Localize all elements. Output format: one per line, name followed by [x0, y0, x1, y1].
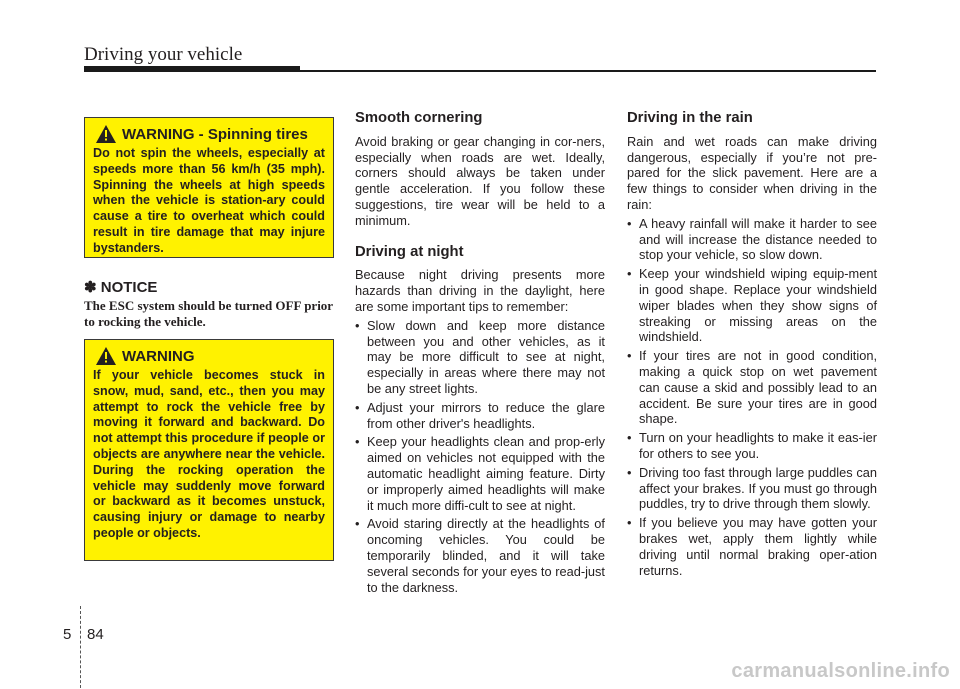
cornering-body: Avoid braking or gear changing in cor-ners, especially when roads are wet. Ideally, corners should always be taken under gentle acceleration. If you follow these suggestions, tire wear will be held to a minimum. — [355, 133, 605, 228]
list-item: • Keep your headlights clean and prop-erly aimed on vehicles not equipped with the automatic headlight aiming feature. Dirty or improperly aimed headlights will make it much more diffi-cult to see at night. — [355, 434, 605, 513]
notice-title: ✽ NOTICE — [84, 279, 158, 296]
list-item: • Turn on your headlights to make it eas-ier for others to see you. — [627, 430, 877, 462]
list-item: • Avoid staring directly at the headlights of oncoming vehicles. You could be temporarily blinded, and it will take several seconds for your eyes to read-just to the darkness. — [355, 516, 605, 595]
page-header-title: Driving your vehicle — [84, 44, 243, 65]
warning-triangle-icon — [95, 346, 117, 366]
column-right — [627, 111, 877, 581]
section-driving-at-night — [355, 245, 605, 596]
rain-tips-list — [627, 216, 877, 579]
header-rule-thin — [300, 70, 876, 72]
warning-box-stuck-vehicle — [84, 339, 334, 561]
list-item: • Adjust your mirrors to reduce the glare from other driver's headlights. — [355, 400, 605, 432]
warning-title — [93, 122, 325, 146]
list-item: • Keep your windshield wiping equip-ment in good shape. Replace your windshield wiper blades when they show signs of streaking or missing areas on the windshield. — [627, 266, 877, 345]
warning-box-spinning-tires — [84, 117, 334, 258]
warning-label: WARNING — [122, 125, 195, 143]
watermark-text: carmanualsonline.info — [731, 660, 950, 682]
warning-body: If your vehicle becomes stuck in snow, mud, sand, etc., then you may attempt to rock the vehicle free by moving it forward and backward. Do not attempt this procedure if people or objects are anywhere near the vehicle. During the rocking operation the vehicle may suddenly move forward or backward as it becomes unstuck, causing injury or damage to nearby people or objects. — [93, 368, 325, 540]
night-tips-list — [355, 318, 605, 596]
list-item: • Slow down and keep more distance between you and other vehicles, as it may be more difficult to see at night, especially in areas where there may not be any street lights. — [355, 318, 605, 397]
footer-divider — [80, 606, 82, 688]
column-middle — [355, 111, 605, 598]
section-title-rain: Driving in the rain — [627, 110, 753, 126]
section-title-night: Driving at night — [355, 243, 464, 260]
night-intro: Because night driving presents more hazards than driving in the daylight, here are some important tips to remember: — [355, 267, 605, 314]
list-item: • A heavy rainfall will make it harder to see and will increase the distance needed to stop your vehicle, so slow down. — [627, 216, 877, 263]
warning-subtitle: - Spinning tires — [194, 125, 308, 143]
page-number: 84 — [87, 626, 104, 643]
header-rule-thick — [84, 66, 300, 72]
warning-title — [93, 344, 325, 368]
notice-body: The ESC system should be turned OFF prior to rocking the vehicle. — [84, 298, 333, 329]
rain-intro: Rain and wet roads can make driving dangerous, especially if you’re not pre-pared for the slick pavement. Here are a few things to consider when driving in the rain: — [627, 133, 877, 212]
section-title-cornering: Smooth cornering — [355, 110, 483, 126]
list-item: • If your tires are not in good condition, making a quick stop on wet pavement can cause a skid and possibly lead to an accident. Be sure your tires are in good shape. — [627, 348, 877, 427]
warning-triangle-icon — [95, 124, 117, 144]
list-item: • Driving too fast through large puddles can affect your brakes. If you must go through puddles, try to drive through them slowly. — [627, 465, 877, 512]
warning-label: WARNING — [122, 347, 195, 365]
list-item: • If you believe you may have gotten your brakes wet, apply them lightly while driving until normal braking oper-ation returns. — [627, 515, 877, 578]
chapter-number: 5 — [63, 626, 72, 643]
warning-body: Do not spin the wheels, especially at speeds more than 56 km/h (35 mph). Spinning the wheels at high speeds when the vehicle is station-ary could cause a tire to overheat which could result in tire damage that may injure bystanders. — [93, 146, 325, 255]
